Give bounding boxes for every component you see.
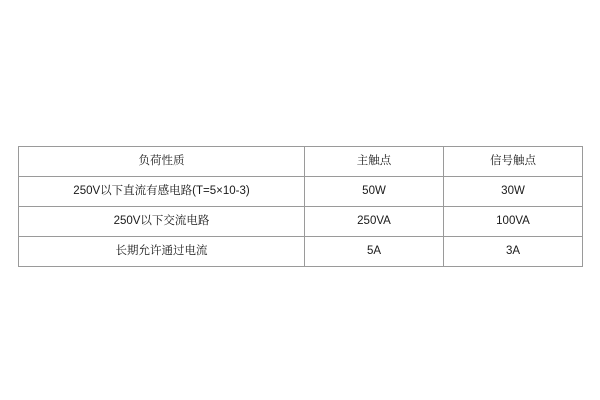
table-cell-main-contact: 250VA (305, 207, 444, 237)
table-cell-signal-contact: 30W (444, 177, 583, 207)
table-header-cell-main-contact: 主触点 (305, 147, 444, 177)
table-row (19, 207, 583, 237)
specification-table (18, 146, 583, 267)
table-cell-load-nature: 长期允许通过电流 (19, 237, 305, 267)
table-cell-signal-contact: 3A (444, 237, 583, 267)
table-cell-load-nature: 250V以下交流电路 (19, 207, 305, 237)
table-header-cell-signal-contact: 信号触点 (444, 147, 583, 177)
table-row (19, 177, 583, 207)
table-header-cell-load-nature: 负荷性质 (19, 147, 305, 177)
table-cell-load-nature: 250V以下直流有感电路(T=5×10-3) (19, 177, 305, 207)
table-cell-main-contact: 50W (305, 177, 444, 207)
table-cell-signal-contact: 100VA (444, 207, 583, 237)
specification-table-container (18, 146, 582, 267)
table-cell-main-contact: 5A (305, 237, 444, 267)
table-row (19, 237, 583, 267)
table-header-row (19, 147, 583, 177)
